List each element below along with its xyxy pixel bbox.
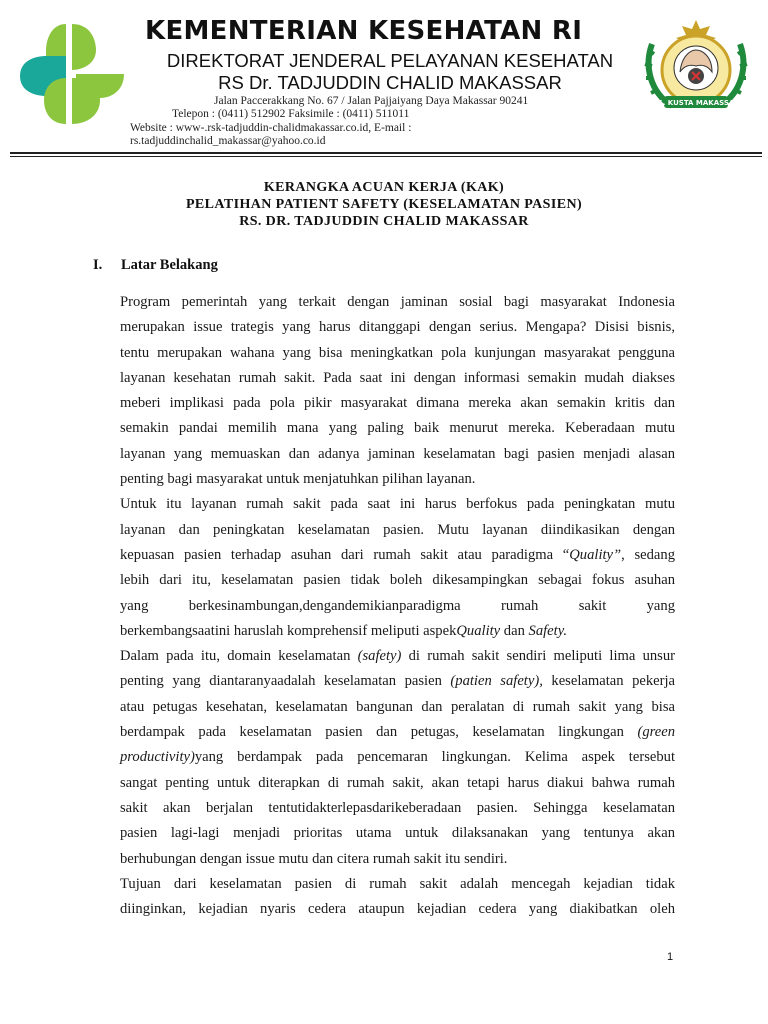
letterhead-divider [10,152,762,154]
section-number: I. [93,257,103,273]
hospital-email: rs.tadjuddinchalid_makassar@yahoo.co.id [130,135,326,147]
hospital-website: Website : www-.rsk-tadjuddin-chalidmakassar.co.id, E-mail : [130,122,412,134]
italic-term: Quality [456,622,501,639]
seal-text: RS. KUSTA MAKASSAR [652,99,740,107]
text-segment: keselamatan pekerja [542,673,676,690]
text-line: layanan yang memuaskan dan adanya jaminan keselamatan bagi pasien menjadi alasan [120,445,675,462]
text-line: meberi implikasi pada pola pikir masyarakat dimana mereka akan semakin kritis dan [120,395,675,412]
paragraph-2 [120,492,675,644]
paragraph-4 [120,872,675,923]
letterhead-divider-thin [10,156,762,157]
text-segment: , sedang [621,546,675,563]
text-line [120,644,675,669]
text-line [120,720,675,745]
italic-term: (patien safety), [450,673,543,690]
italic-term: (green [637,724,675,741]
text-line: diinginkan, kejadian nyaris cedera ataupun kejadian cedera yang diakibatkan oleh [120,901,675,918]
text-line: yang berkesinambungan,dengandemikianparadigma rumah sakit yang [120,597,675,614]
text-line: pasien lagi-lagi menjadi prioritas utama untuk dilaksanakan yang tentunya akan [120,825,675,842]
text-line [120,543,675,568]
text-line: sangat penting untuk diterapkan di rumah sakit, akan tetapi harus diakui bahwa rumah [120,774,675,791]
text-segment: berdampak pada keselamatan pasien dan petugas, keselamatan lingkungan [120,724,638,741]
text-segment: Dalam pada itu, domain keselamatan [120,648,358,665]
text-line: penting bagi masyarakat untuk menjatuhkan pilihan layanan. [120,471,476,488]
text-line [120,745,675,770]
text-line: Tujuan dari keselamatan pasien di rumah sakit adalah mencegah kejadian tidak [120,875,675,892]
text-segment: berkembangsaatini haruslah komprehensif meliputi aspek [120,622,457,639]
text-segment: dan [500,622,529,639]
document-institution: RS. DR. TADJUDDIN CHALID MAKASSAR [239,214,529,229]
text-line: tentu merupakan wahana yang bisa meningkatkan pola kunjungan masyarakat pengguna [120,344,675,361]
text-line: layanan kesehatan rumah sakit. Pada saat ini dengan informasi semakin mudah diakses [120,369,675,386]
hospital-seal-icon [638,14,754,120]
paragraph-3 [120,644,675,872]
text-line: sakit akan berjalan tentutidakterlepasdarikeberadaan pasien. Sehingga keselamatan [120,799,675,816]
ministry-name: KEMENTERIAN KESEHATAN RI [145,16,583,46]
text-line [120,669,675,694]
hospital-name: RS Dr. TADJUDDIN CHALID MAKASSAR [218,72,562,93]
hospital-address: Jalan Paccerakkang No. 67 / Jalan Pajjaiyang Daya Makassar 90241 [214,95,529,107]
text-segment: yang berdampak pada pencemaran lingkungan. Kelima aspek tersebut [194,749,675,766]
text-line: layanan dan peningkatan keselamatan pasien. Mutu layanan diindikasikan dengan [120,521,675,538]
text-line: Program pemerintah yang terkait dengan jaminan sosial bagi masyarakat Indonesia [120,294,675,310]
italic-term: Safety. [528,622,568,639]
text-line: semakin pandai memilih mana yang paling baik menurut mereka. Keberadaan mutu [120,420,675,437]
text-line: atau petugas kesehatan, keselamatan bangunan dan peralatan di rumah sakit yang bisa [120,698,675,715]
document-title: KERANGKA ACUAN KERJA (KAK) [263,180,505,195]
kemenkes-logo-icon [16,20,128,128]
hospital-phone: Telepon : (0411) 512902 Faksimile : (0411) 511011 [172,108,410,120]
text-line: merupakan issue trategis yang harus ditanggapi dengan serius. Mengapa? Disisi bisnis, [120,319,675,336]
text-line: lebih dari itu, keselamatan pasien tidak boleh dikesampingkan sebagai fokus asuhan [120,572,675,589]
italic-term: Quality” [569,546,622,563]
document-body [120,290,675,922]
italic-term: productivity) [120,749,195,766]
text-line: berhubungan dengan issue mutu dan citera rumah sakit itu sendiri. [120,850,508,867]
directorate-name: DIREKTORAT JENDERAL PELAYANAN KESEHATAN [166,50,614,71]
paragraph-1 [120,290,675,492]
text-line: Untuk itu layanan rumah sakit pada saat ini harus berfokus pada peningkatan mutu [120,496,675,513]
text-segment: penting yang diantaranyaadalah keselamatan pasien [120,673,451,690]
text-segment: kepuasan pasien terhadap asuhan dari rumah sakit atau paradigma “ [120,546,570,563]
document-subtitle: PELATIHAN PATIENT SAFETY (KESELAMATAN PASIEN) [185,197,583,212]
italic-term: (safety) [357,648,402,665]
section-title: Latar Belakang [121,257,218,273]
text-segment: di rumah sakit sendiri meliputi lima unsur [401,648,675,665]
page-number: 1 [667,951,674,963]
text-line [120,619,675,644]
